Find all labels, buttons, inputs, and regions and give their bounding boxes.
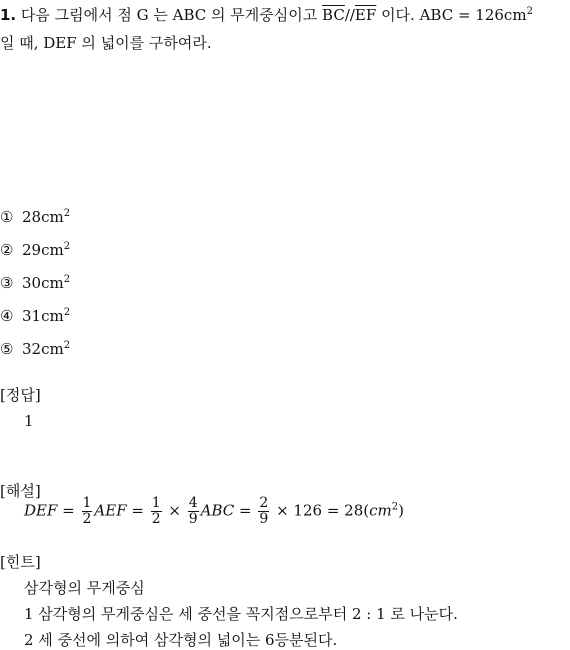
choice-3[interactable] [0, 274, 70, 292]
figure-area [0, 64, 570, 204]
explanation-heading: [해설] [0, 482, 41, 500]
formula-unit: cm [369, 501, 392, 520]
choice-marker: ② [0, 241, 14, 259]
fraction-1-2: $\frac{1}{2}$ [82, 495, 92, 527]
choice-marker: ③ [0, 274, 14, 292]
choice-exponent: 2 [63, 241, 71, 252]
answer-heading: [정답] [0, 386, 41, 404]
parallel-symbol: // [344, 6, 355, 24]
explanation-formula [24, 496, 404, 527]
choice-exponent: 2 [63, 307, 71, 318]
choice-marker: ④ [0, 307, 14, 325]
hint-line-3: 2 세 중선에 의하여 삼각형의 넓이는 6등분된다. [24, 631, 338, 649]
choice-exponent: 2 [63, 340, 71, 351]
formula-text: ABC = [200, 501, 257, 520]
segment-ef: $\overline{EF}$ [354, 6, 377, 24]
answer-value: 1 [24, 412, 34, 430]
question-line-1 [0, 4, 533, 26]
formula-exponent: 2 [391, 501, 399, 513]
choice-value: 31cm [22, 307, 64, 325]
question-line-2: 일 때, DEF 의 넓이를 구하여라. [0, 34, 212, 52]
hint-heading: [힌트] [0, 553, 41, 571]
formula-text: ) [398, 501, 404, 520]
fraction-1-2: $\frac{1}{2}$ [151, 495, 161, 527]
choice-exponent: 2 [63, 208, 71, 219]
choice-value: 30cm [22, 274, 64, 292]
question-number: 1. [0, 6, 17, 24]
question-text-b: 이다. ABC = 126cm [381, 6, 527, 24]
choice-1[interactable] [0, 208, 70, 226]
hint-line-1: 삼각형의 무게중심 [24, 579, 145, 597]
choice-4[interactable] [0, 307, 70, 325]
hint-line-2: 1 삼각형의 무게중심은 세 중선을 꼭지점으로부터 2 : 1 로 나눈다. [24, 605, 458, 623]
choice-2[interactable] [0, 241, 70, 259]
choice-5[interactable] [0, 340, 70, 358]
question-exponent: 2 [526, 6, 533, 17]
fraction-4-9: $\frac{4}{9}$ [188, 495, 198, 527]
formula-text: DEF = [24, 501, 80, 520]
segment-bc: $\overline{BC}$ [322, 6, 345, 24]
formula-text: × 126 = 28( [271, 501, 370, 520]
question-text-a: 다음 그림에서 점 G 는 ABC 의 무게중심이고 [20, 6, 318, 24]
choice-value: 29cm [22, 241, 64, 259]
choice-exponent: 2 [63, 274, 71, 285]
choice-value: 32cm [22, 340, 64, 358]
fraction-2-9: $\frac{2}{9}$ [259, 495, 269, 527]
choice-marker: ⑤ [0, 340, 14, 358]
choice-value: 28cm [22, 208, 64, 226]
formula-text: × [163, 501, 186, 520]
formula-text: AEF = [94, 501, 149, 520]
choice-marker: ① [0, 208, 14, 226]
